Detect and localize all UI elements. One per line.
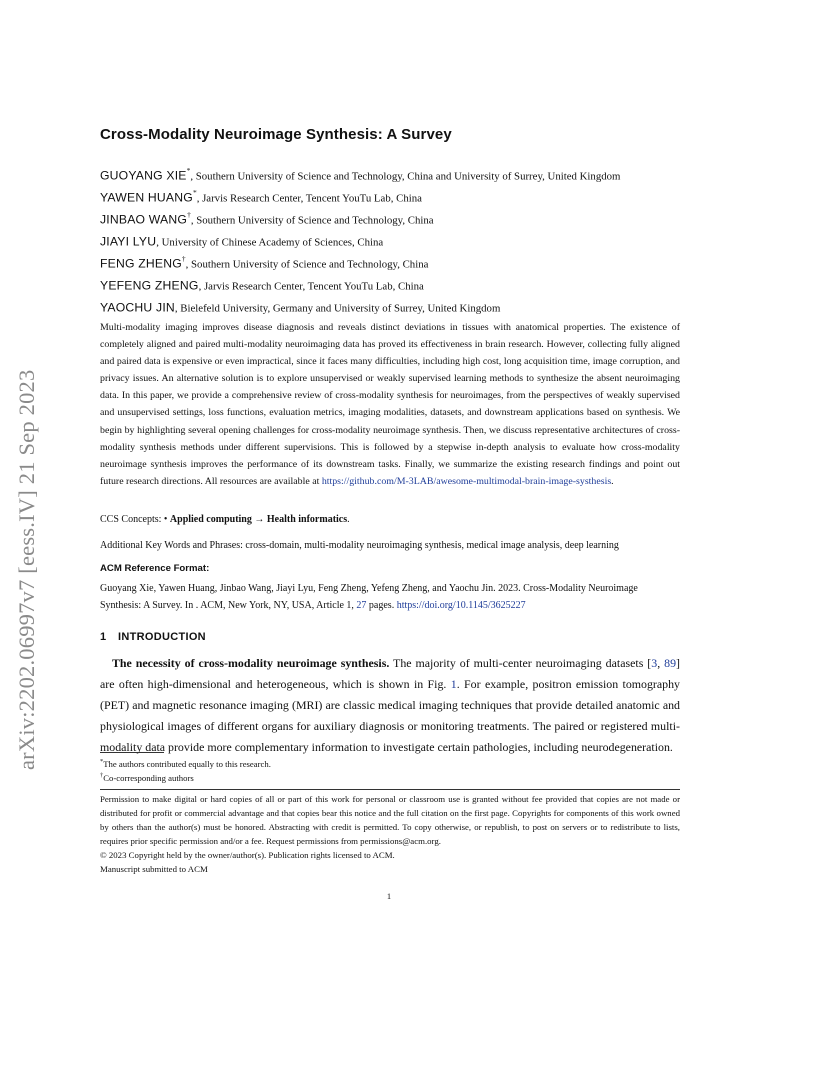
citation-link[interactable]: 89 — [664, 656, 677, 670]
author-name: YAWEN HUANG — [100, 190, 193, 205]
footnote-divider — [100, 752, 164, 753]
doi-link[interactable]: https://doi.org/10.1145/3625227 — [396, 600, 526, 611]
section-heading — [100, 631, 206, 643]
author-mark: † — [181, 254, 186, 263]
arxiv-stamp: arXiv:2202.06997v7 [eess.IV] 21 Sep 2023 — [14, 369, 39, 770]
acm-reference-heading: ACM Reference Format: — [100, 563, 210, 574]
footnote-text: The authors contributed equally to this research. — [103, 758, 271, 769]
intro-paragraph — [100, 653, 680, 758]
permission-divider — [100, 789, 680, 790]
intro-text: . For example, positron emission tomography (PET) and magnetic resonance imaging (MRI) are classic medical imaging techniques that provide detailed anatomic and physiological images of different organs for auxiliary diagnosis or monitoring treatments. The paired or registered multi-modality data provide more complementary information to investigate certain pathologies, including neurodegeneration. — [100, 677, 680, 755]
github-link[interactable]: https://github.com/M-3LAB/awesome-multimodal-brain-image-systhesis — [321, 475, 612, 487]
footnote — [100, 770, 271, 784]
footnotes — [100, 756, 271, 785]
author-name: JIAYI LYU — [100, 234, 157, 249]
permission-text: Permission to make digital or hard copies of all or part of this work for personal or classroom use is granted without fee provided that copies are not made or distributed for profit or commercial advantage and that copies bear this notice and the full citation on the first page. Copyrights for components of this work owned by others than the author(s) must be honored. Abstracting with credit is permitted. To copy otherwise, or republish, to post on servers or to redistribute to lists, requires prior specific permission and/or a fee. Request permissions from permissions@acm.org. — [100, 794, 680, 847]
pages-link[interactable]: 27 — [356, 600, 367, 611]
permission-block — [100, 792, 680, 877]
intro-lead: The necessity of cross-modality neuroimage synthesis. — [112, 656, 390, 670]
intro-text: ] are often high-dimensional and heterogeneous, which is shown in Fig. — [100, 656, 680, 692]
author-name: FENG ZHENG — [100, 256, 182, 271]
author-mark: * — [192, 188, 197, 197]
author-line — [100, 270, 620, 292]
author-affiliation: , Southern University of Science and Technology, China — [190, 214, 434, 227]
author-name: YEFENG ZHENG — [100, 278, 199, 293]
copyright-line: © 2023 Copyright held by the owner/author(s). Publication rights licensed to ACM. — [100, 850, 395, 861]
ccs-prefix: CCS Concepts: • — [100, 514, 170, 525]
figure-link[interactable]: 1 — [450, 677, 457, 692]
footnote-mark: † — [100, 772, 104, 780]
acm-reference-body: Guoyang Xie, Yawen Huang, Jinbao Wang, Jiayi Lyu, Feng Zheng, Yefeng Zheng, and Yaochu Jin. 2023. Cross-Modality Neuroimage Synthesis: A Survey. In . ACM, New York, NY, USA, Article 1, — [100, 583, 638, 611]
section-number: 1 — [100, 631, 107, 643]
keywords: Additional Key Words and Phrases: cross-domain, multi-modality neuroimaging synthesis, medical image analysis, deep learning — [100, 540, 619, 551]
intro-text: , — [657, 656, 665, 670]
footnote — [100, 756, 271, 770]
abstract-text: Multi-modality imaging improves disease diagnosis and reveals distinct deviations in tissues with anatomical properties. The existence of completely aligned and paired multi-modality neuroimaging data has proved its effectiveness in brain research. However, collecting fully aligned and paired data is expensive or even impractical, since it faces many difficulties, including high cost, long acquisition time, image corruption, and privacy issues. An alternative solution is to explore unsupervised or weakly supervised learning methods to synthesize the absent neuroimaging data. In this paper, we provide a comprehensive review of cross-modality synthesis for neuroimages, from the perspectives of weakly supervised and unsupervised settings, loss functions, evaluation metrics, imaging modalities, datasets, and downstream applications based on synthesis. We begin by highlighting several opening challenges for cross-modality neuroimage synthesis. Then, we discuss representative architectures of cross-modality synthesis methods under different supervisions. This is followed by a stepwise in-depth analysis to evaluate how cross-modality neuroimage synthesis improves the performance of its downstream tasks. Finally, we summarize the existing research findings and point out future research directions. All resources are available at — [100, 322, 680, 487]
paper-title: Cross-Modality Neuroimage Synthesis: A Survey — [100, 126, 452, 143]
author-affiliation: , University of Chinese Academy of Sciences, China — [156, 236, 384, 249]
author-line — [100, 182, 620, 204]
intro-text: The majority of multi-center neuroimaging datasets [ — [389, 656, 652, 670]
author-mark: * — [186, 166, 191, 175]
abstract — [100, 319, 680, 490]
author-affiliation: , Jarvis Research Center, Tencent YouTu Lab, China — [196, 192, 422, 205]
author-line — [100, 226, 620, 248]
abstract-end: . — [611, 475, 614, 487]
ccs-suffix: . — [347, 514, 350, 525]
author-name: JINBAO WANG — [100, 212, 188, 227]
pages-suffix: pages. — [366, 600, 397, 611]
author-affiliation: , Jarvis Research Center, Tencent YouTu Lab, China — [198, 280, 424, 293]
manuscript-line: Manuscript submitted to ACM — [100, 864, 208, 875]
acm-reference-text — [100, 580, 680, 614]
footnote-text: Co-corresponding authors — [103, 773, 194, 784]
citation-link[interactable]: 3 — [651, 656, 658, 670]
author-line — [100, 292, 620, 314]
ccs-concept: Applied computing → Health informatics — [169, 514, 348, 525]
author-list — [100, 160, 620, 314]
footnote-mark: * — [100, 758, 104, 765]
author-line — [100, 160, 620, 182]
author-name: YAOCHU JIN — [100, 300, 175, 315]
author-line — [100, 248, 620, 270]
ccs-concepts — [100, 514, 350, 525]
author-affiliation: , Bielefeld University, Germany and University of Surrey, United Kingdom — [174, 302, 501, 315]
author-mark: † — [187, 210, 191, 219]
author-name: GUOYANG XIE — [100, 168, 187, 183]
author-line — [100, 204, 620, 226]
section-title: INTRODUCTION — [118, 631, 206, 643]
author-affiliation: , Southern University of Science and Technology, China — [185, 258, 429, 271]
page-number: 1 — [386, 891, 392, 901]
author-affiliation: , Southern University of Science and Technology, China and University of Surrey, United Kingdom — [190, 170, 621, 183]
